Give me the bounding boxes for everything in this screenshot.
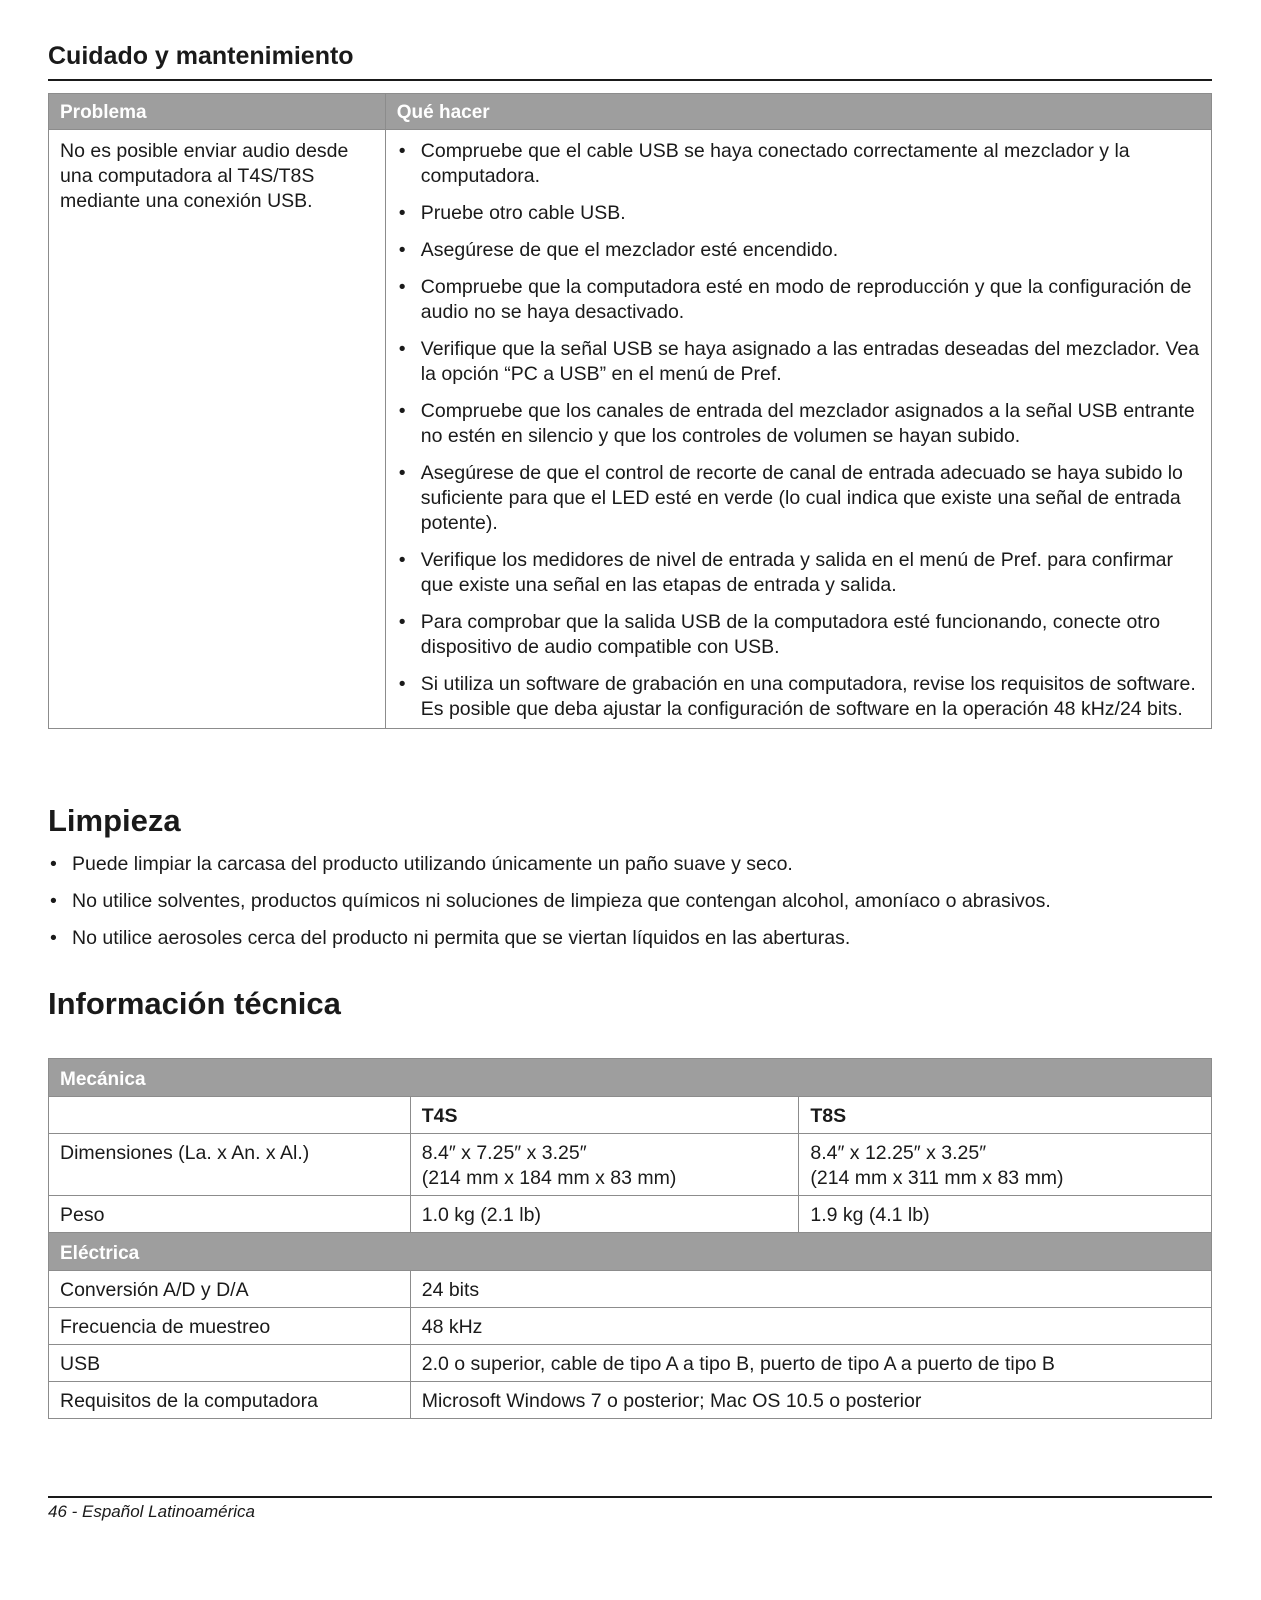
table-row: [49, 1271, 1212, 1308]
section-title-care: Cuidado y mantenimiento: [48, 42, 1212, 81]
list-item: • Compruebe que el cable USB se haya conectado correctamente al mezclador y la computadora.: [397, 139, 1200, 189]
group-row-mechanical: [49, 1059, 1212, 1097]
table-row: [49, 1308, 1212, 1345]
cleaning-list: [48, 852, 1212, 963]
list-item: • Compruebe que los canales de entrada del mezclador asignados a la señal USB entrante no estén en silencio y que los controles de volumen se hayan subido.: [397, 399, 1200, 449]
spec-table: [48, 1058, 1212, 1419]
header-action: Qué hacer: [385, 94, 1211, 130]
footer-divider: [48, 1496, 1212, 1498]
troubleshooting-table: [48, 93, 1212, 729]
group-label: Eléctrica: [49, 1233, 1212, 1271]
table-row: [49, 130, 1212, 729]
list-item: • Pruebe otro cable USB.: [397, 201, 1200, 226]
dimension-inches: 8.4″ x 12.25″ x 3.25″: [810, 1142, 987, 1164]
col-header-t8s: T8S: [799, 1097, 1212, 1134]
problem-cell: No es posible enviar audio desde una computadora al T4S/T8S mediante una conexión USB.: [49, 130, 386, 729]
table-row: [49, 1345, 1212, 1382]
table-row: [49, 1097, 1212, 1134]
actions-list: [397, 139, 1200, 722]
list-item: • Asegúrese de que el control de recorte de canal de entrada adecuado se haya subido lo suficiente para que el LED esté en verde (lo cual indica que existe una señal de entrada potente).: [397, 461, 1200, 536]
col-header-t4s: T4S: [410, 1097, 799, 1134]
list-item: • Si utiliza un software de grabación en una computadora, revise los requisitos de software. Es posible que deba ajustar la configuración de software en la operación 48 kHz/24 bits.: [397, 672, 1200, 722]
list-item: • Asegúrese de que el mezclador esté encendido.: [397, 238, 1200, 263]
value-cell: [410, 1134, 799, 1196]
list-item: • Verifique los medidores de nivel de entrada y salida en el menú de Pref. para confirmar que existe una señal en las etapas de entrada y salida.: [397, 548, 1200, 598]
list-item: • No utilice solventes, productos químicos ni soluciones de limpieza que contengan alcohol, amoníaco o abrasivos.: [48, 889, 1212, 914]
table-row: [49, 1382, 1212, 1419]
empty-cell: [49, 1097, 411, 1134]
row-label: USB: [49, 1345, 411, 1382]
row-label: Dimensiones (La. x An. x Al.): [49, 1134, 411, 1196]
table-row: [49, 1196, 1212, 1233]
header-problem: Problema: [49, 94, 386, 130]
section-title-tech: Información técnica: [48, 986, 341, 1021]
table-row: [49, 1134, 1212, 1196]
section-title-cleaning: Limpieza: [48, 803, 181, 838]
value-cell: 1.0 kg (2.1 lb): [410, 1196, 799, 1233]
list-item: • Puede limpiar la carcasa del producto utilizando únicamente un paño suave y seco.: [48, 852, 1212, 877]
value-cell: Microsoft Windows 7 o posterior; Mac OS 10.5 o posterior: [410, 1382, 1211, 1419]
dimension-inches: 8.4″ x 7.25″ x 3.25″: [421, 1142, 587, 1164]
value-cell: [799, 1134, 1212, 1196]
list-item: • Compruebe que la computadora esté en modo de reproducción y que la configuración de audio no se haya desactivado.: [397, 275, 1200, 325]
value-cell: 24 bits: [410, 1271, 1211, 1308]
row-label: Requisitos de la computadora: [49, 1382, 411, 1419]
value-cell: 48 kHz: [410, 1308, 1211, 1345]
row-label: Peso: [49, 1196, 411, 1233]
dimension-mm: (214 mm x 184 mm x 83 mm): [421, 1167, 677, 1189]
page-footer: 46 - Español Latinoamérica: [48, 1502, 255, 1521]
list-item: • Verifique que la señal USB se haya asignado a las entradas deseadas del mezclador. Vea la opción “PC a USB” en el menú de Pref.: [397, 337, 1200, 387]
group-row-electrical: [49, 1233, 1212, 1271]
dimension-mm: (214 mm x 311 mm x 83 mm): [810, 1167, 1064, 1189]
group-label: Mecánica: [49, 1059, 1212, 1097]
value-cell: 2.0 o superior, cable de tipo A a tipo B, puerto de tipo A a puerto de tipo B: [410, 1345, 1211, 1382]
table-header-row: [49, 94, 1212, 130]
value-cell: 1.9 kg (4.1 lb): [799, 1196, 1212, 1233]
row-label: Conversión A/D y D/A: [49, 1271, 411, 1308]
list-item: • Para comprobar que la salida USB de la computadora esté funcionando, conecte otro dispositivo de audio compatible con USB.: [397, 610, 1200, 660]
row-label: Frecuencia de muestreo: [49, 1308, 411, 1345]
actions-cell: [385, 130, 1211, 729]
list-item: • No utilice aerosoles cerca del producto ni permita que se viertan líquidos en las aberturas.: [48, 926, 1212, 951]
